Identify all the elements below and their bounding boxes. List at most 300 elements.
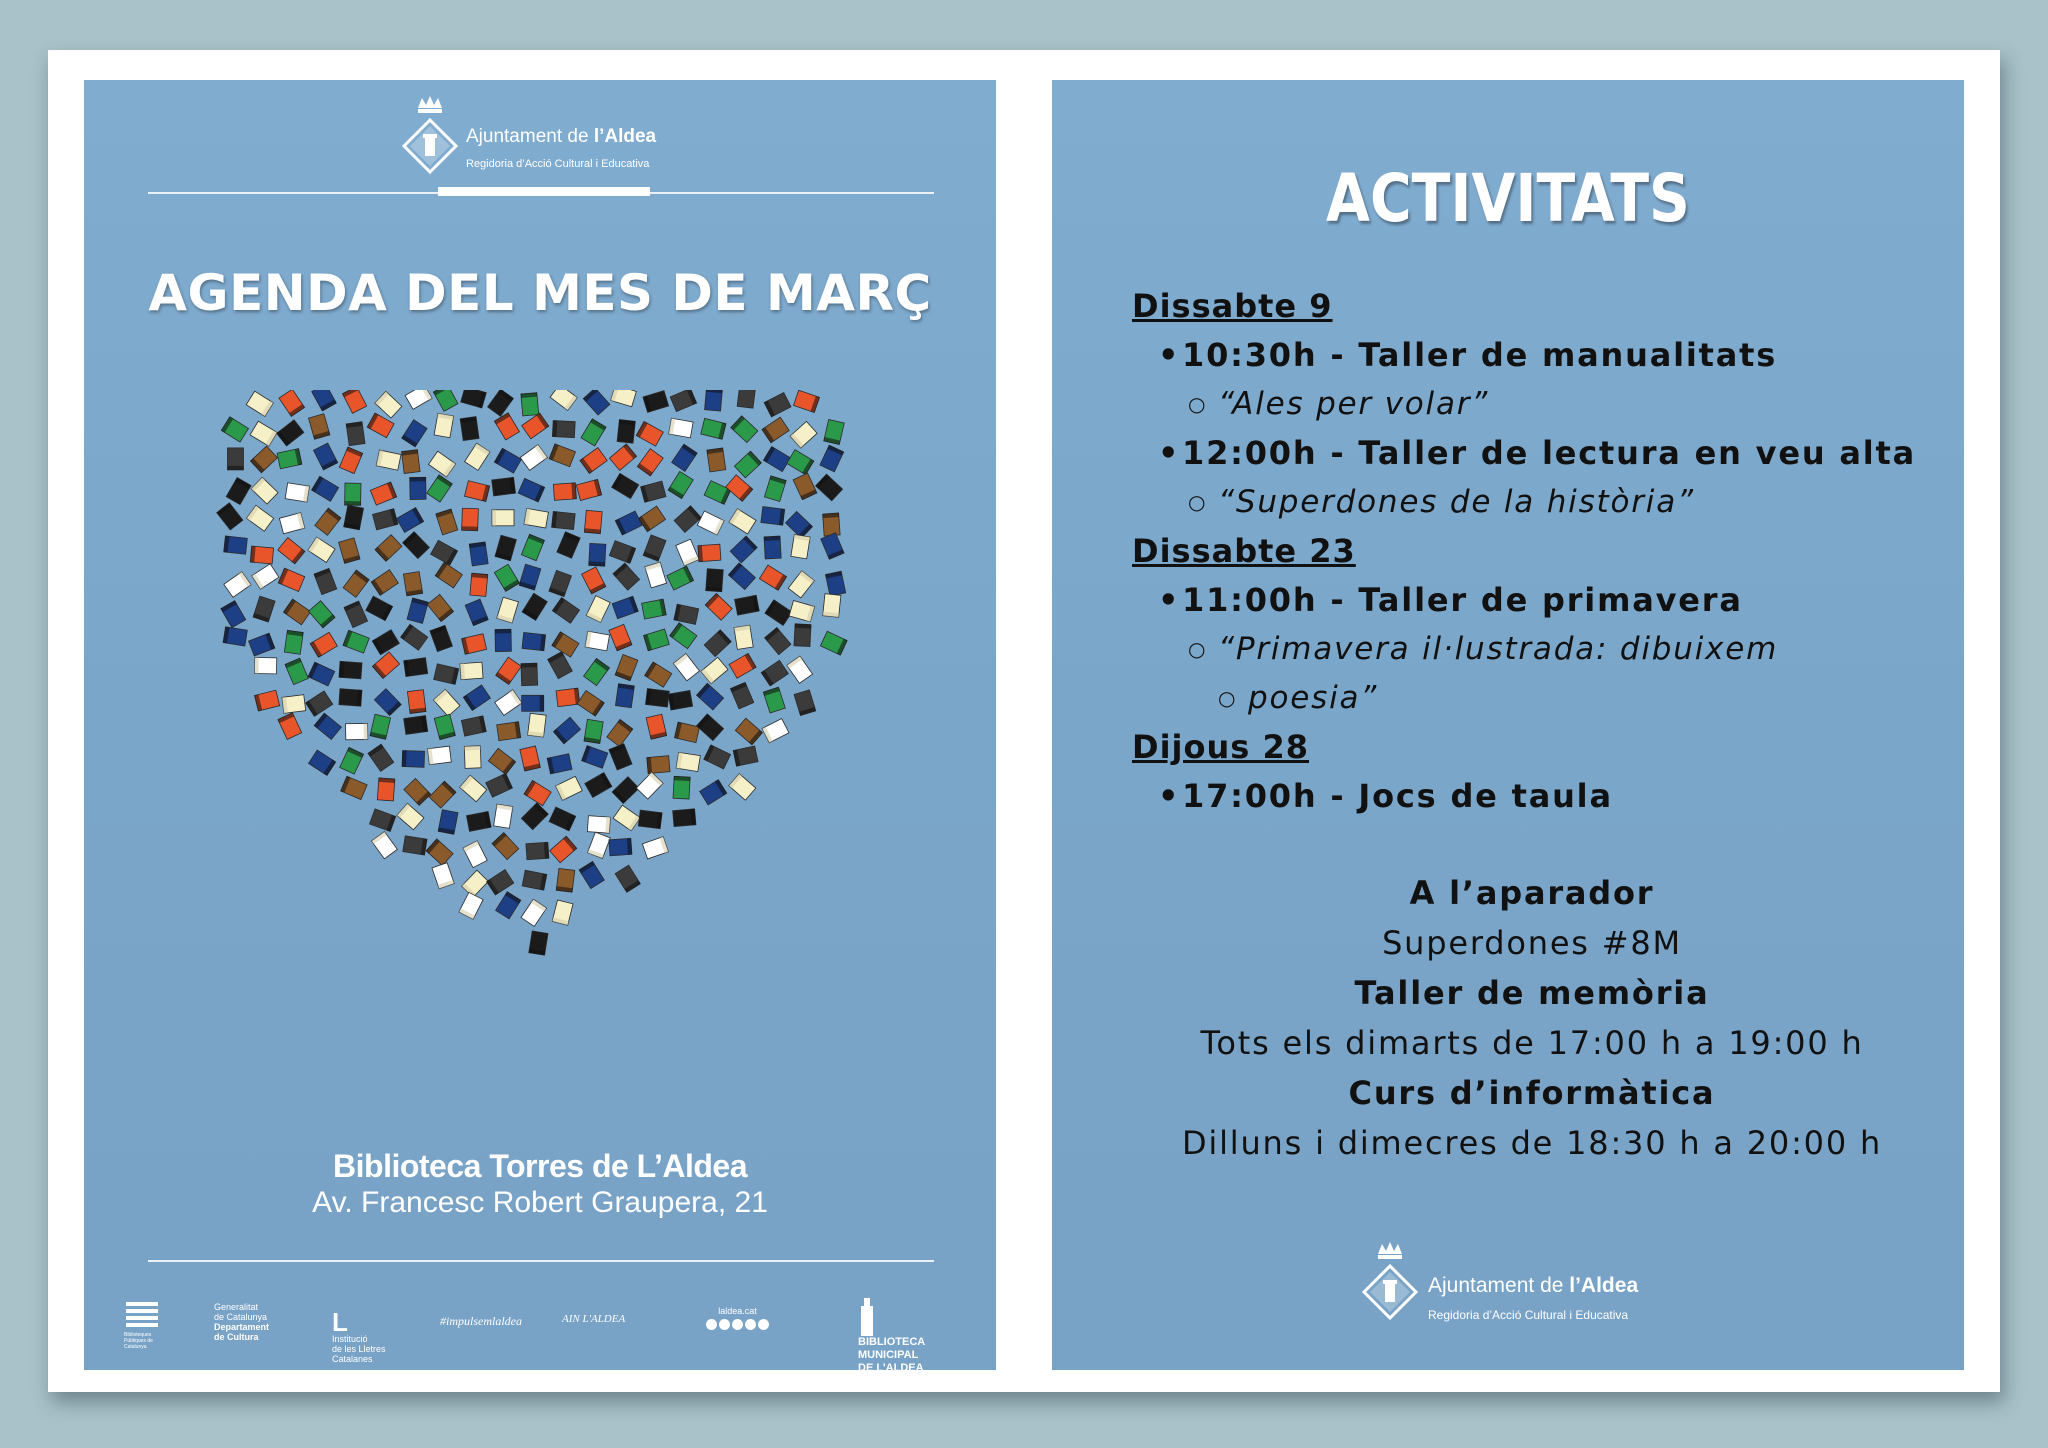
book-icon [705,593,732,620]
book-icon [339,538,360,564]
book-icon [285,658,308,685]
book-icon [308,414,329,440]
day-heading: Dissabte 23 [1132,532,1356,570]
book-icon [226,478,251,505]
book-icon [762,417,789,443]
book-icon [676,752,700,771]
book-icon [464,481,489,502]
book-icon [407,598,428,623]
facebook-icon [706,1319,717,1330]
book-icon [283,599,310,625]
book-icon [341,776,368,799]
book-icon [557,532,580,559]
book-heart-illustration [164,390,904,1120]
book-icon [764,393,791,417]
book-icon [707,448,726,472]
book-icon [428,746,452,765]
book-icon [794,624,811,647]
book-icon [460,775,487,802]
book-icon [730,536,757,563]
book-icon [462,508,479,531]
book-icon [312,390,337,411]
book-icon [735,718,762,745]
book-icon [761,507,785,526]
book-icon [492,833,519,860]
book-icon [733,746,758,766]
book-icon [308,537,335,562]
book-icon [427,594,453,621]
book-icon [524,508,548,528]
book-icon [223,627,247,646]
book-icon [308,662,335,686]
book-icon [434,413,454,437]
book-icon [823,594,841,618]
book-icon [549,807,576,831]
book-icon [278,538,305,564]
day-heading: Dijous 28 [1132,728,1309,766]
book-icon [642,837,668,859]
book-icon [763,687,785,713]
book-icon [497,722,521,741]
book-icon [697,683,724,710]
book-icon [463,685,490,711]
book-icon [459,892,483,919]
book-icon [552,511,576,529]
book-icon [764,476,786,502]
book-icon [339,447,362,474]
book-icon [580,448,607,474]
event-item: • 10:30h - Taller de manualitats [1132,331,1932,380]
book-icon [373,509,398,530]
book-icon [522,632,546,650]
book-icon [673,776,690,799]
book-icon [522,593,547,620]
book-icon [788,571,814,598]
book-icon [615,654,638,680]
book-icon [763,447,790,472]
book-icon [401,624,428,650]
book-icon [494,564,519,591]
book-icon [673,809,696,827]
sponsor-ain-aldea: AIN L'ALDEA [562,1313,626,1325]
book-icon [488,748,515,774]
book-icon [224,572,251,598]
book-icon [549,444,575,467]
book-icon [647,756,670,774]
activities-panel [1052,80,1964,1370]
book-icon [426,839,453,866]
book-icon [246,391,273,416]
book-icon [615,684,634,708]
book-icon [730,682,753,709]
header-divider-accent [438,187,650,196]
book-icon [279,513,304,534]
book-icon [673,654,699,681]
book-icon [434,714,455,739]
book-icon [404,658,428,677]
book-icon [617,420,635,444]
book-icon [253,596,275,622]
event-subtitle-continued: ○ poesia” [1132,674,1932,723]
book-icon [345,483,361,505]
book-icon [701,657,728,683]
book-icon [585,631,609,651]
book-icon [309,750,336,775]
memoria-label: Taller de memòria [1354,974,1710,1012]
book-icon [787,450,814,475]
book-icon [433,390,458,411]
book-icon [820,631,847,655]
book-icon [496,892,521,919]
book-icon [670,623,697,649]
book-icon [553,483,576,500]
event-subtitle: ○ “Superdones de la història” [1132,478,1932,527]
book-icon [638,506,665,532]
book-icon [697,511,724,535]
book-icon [674,506,701,533]
book-icon [403,532,430,559]
book-icon [589,543,606,566]
youtube-icon [745,1319,756,1330]
book-icon [704,745,731,769]
book-icon [522,695,544,711]
footer-divider [148,1260,934,1262]
book-icon [370,482,396,505]
book-icon [497,597,519,623]
book-icon [434,664,459,685]
informatica-label: Curs d’informàtica [1348,1074,1716,1112]
book-icon [612,777,639,804]
book-icon [249,633,275,656]
book-icon [464,746,481,769]
book-icon [438,810,458,835]
book-icon [645,562,667,588]
book-icon [430,625,453,651]
book-icon [309,601,336,628]
org-subtitle: Regidoria d’Acció Cultural i Educativa [466,158,650,170]
book-icon [556,776,583,800]
book-icon [431,540,458,565]
book-icon [704,481,731,505]
book-icon [612,473,639,498]
town-crest-icon [400,94,460,184]
book-icon [669,418,693,438]
book-icon [552,421,575,438]
book-icon [674,604,699,624]
book-icon [786,511,813,538]
book-icon [371,832,397,859]
book-icon [674,722,699,743]
book-icon [277,449,302,469]
book-icon [494,448,521,473]
book-icon [436,509,458,535]
book-icon [314,713,341,739]
book-icon [344,601,368,628]
book-icon [547,754,572,774]
book-icon [285,483,309,502]
book-icon [705,390,723,411]
book-icon [432,863,454,889]
book-icon [638,810,662,829]
book-icon [376,450,401,470]
book-icon [579,861,604,888]
book-icon [764,536,781,559]
aparador-value: Superdones #8M [1382,924,1682,962]
book-icon [529,931,548,955]
book-icon [250,421,277,446]
recurring-activities [1052,868,2012,1168]
book-icon [765,600,792,626]
book-icon [494,413,519,440]
book-icon [522,870,547,890]
book-icon [521,663,538,686]
book-icon [587,832,610,858]
book-icon [586,596,610,623]
book-icon [582,567,606,594]
book-icon [668,690,692,710]
book-icon [734,625,753,649]
book-icon [518,478,545,502]
book-icon [403,572,422,596]
book-icon [642,599,667,619]
book-icon [584,719,603,743]
book-icon [823,513,840,536]
book-icon [645,662,672,687]
book-icon [410,477,426,499]
book-icon [672,444,698,471]
book-icon [587,816,610,833]
book-icon [462,634,487,655]
sponsor-bibliotequesllogo: Biblioteques Públiques de Catalunya [124,1300,164,1350]
book-icon [339,661,362,678]
book-icon [404,778,431,805]
book-icon [279,390,305,416]
book-icon [646,689,670,708]
book-icon [461,716,486,736]
day-heading: Dissabte 9 [1132,287,1333,325]
book-icon [735,595,760,615]
town-crest-icon [1360,1240,1420,1330]
book-icon [465,599,488,625]
library-name: Biblioteca Torres de L’Aldea [333,1148,747,1184]
memoria-value: Tots els dimarts de 17:00 h a 19:00 h [1200,1024,1864,1062]
book-icon [312,476,339,501]
book-icon [402,450,421,474]
book-icon [284,630,303,654]
book-icon [372,652,399,679]
org-name: Ajuntament de l’Aldea [466,126,657,147]
book-icon [370,714,391,739]
book-icon [372,630,399,655]
book-icon [403,836,427,855]
book-icon [582,746,608,769]
book-icon [221,601,246,628]
book-icon [520,746,541,771]
aparador-label: A l’aparador [1409,874,1655,912]
book-icon [698,544,721,561]
book-icon [700,780,727,805]
book-icon [726,475,753,502]
book-icon [552,900,573,925]
book-icon [429,451,456,477]
book-icon [377,778,394,801]
book-icon [794,690,816,716]
book-icon [250,546,273,564]
book-icon [552,632,579,657]
book-icon [469,542,488,566]
agenda-list [1132,282,1932,821]
book-icon [821,533,844,560]
book-icon [581,419,606,446]
book-icon [494,804,513,828]
book-icon [609,624,632,650]
book-icon [466,811,491,831]
book-icon [613,563,640,590]
event-item: • 17:00h - Jocs de taula [1132,772,1932,821]
book-icon [315,508,341,535]
book-icon [402,420,427,447]
poster-title: AGENDA DEL MES DE MARÇ [148,264,932,322]
event-item: • 11:00h - Taller de primavera [1132,576,1932,625]
book-icon [765,628,791,655]
book-icon [521,803,548,830]
footer-org-subtitle: Regidoria d’Acció Cultural i Educativa [1428,1308,1629,1322]
book-icon [584,658,610,685]
book-icon [577,691,604,717]
book-icon [370,809,396,832]
book-icon [282,695,306,714]
book-icon [228,448,244,470]
book-icon [368,744,394,771]
book-icon [429,781,456,808]
book-icon [343,570,369,597]
book-icon [734,451,761,478]
book-icon [405,390,432,409]
book-icon [731,416,758,443]
sponsor-generalitat: Generalitat de Catalunya Departament de Cultura [214,1302,270,1342]
book-icon [825,571,845,596]
book-icon [495,535,516,561]
book-icon [344,505,364,530]
flyer-sheet [48,50,2000,1392]
activities-title: ACTIVITATS [1326,160,1690,237]
book-icon [609,444,636,470]
book-icon [552,598,579,624]
book-icon [343,630,369,653]
book-icon [407,690,426,714]
book-icon [495,690,522,716]
book-icon [492,510,514,526]
stacked-books-icon [124,1300,160,1330]
sponsor-institucio-lletres: L Institució de les Lletres Catalanes [332,1307,386,1364]
book-icon [609,541,635,564]
book-icon [519,564,541,590]
sponsor-hashtag: #impulsemlaldea [440,1314,522,1328]
book-icon [427,475,453,502]
book-icon [615,511,642,535]
instagram-icon [732,1319,743,1330]
book-icon [824,419,845,444]
book-icon [550,836,577,863]
book-icon [576,479,601,500]
book-icon [668,471,693,498]
informatica-value: Dilluns i dimecres de 18:30 h a 20:00 h [1181,1124,1883,1162]
book-icon [556,868,575,892]
book-icon [278,713,302,740]
book-icon [609,744,632,770]
book-icon [641,481,666,502]
book-icon [461,390,487,408]
book-icon [556,688,580,707]
tower-icon [858,1296,876,1336]
sponsor-logos [84,1300,996,1374]
book-icon [435,562,462,588]
book-icon [462,870,489,897]
book-icon [701,418,726,439]
book-icon [549,570,572,596]
book-icon [254,658,276,674]
book-icon [404,716,428,735]
book-icon [375,535,402,562]
book-icon [706,569,723,592]
book-icon [583,390,610,415]
book-icon [636,772,663,799]
book-icon [697,714,724,741]
book-icon [553,717,580,744]
book-icon [737,390,756,408]
book-icon [465,443,490,470]
book-icon [585,773,612,798]
book-icon [306,691,333,716]
book-icon [615,865,640,892]
book-icon [526,842,549,859]
book-icon [397,508,424,533]
book-icon [704,630,731,657]
book-icon [313,443,337,470]
book-icon [522,413,549,439]
book-icon [402,751,425,768]
book-icon [492,477,516,496]
book-icon [433,689,460,716]
web-icon [758,1319,769,1330]
book-icon [487,870,514,895]
book-icon [521,534,544,560]
book-icon [793,390,819,412]
book-icon [584,510,602,533]
book-icon [346,422,365,446]
book-icon [607,719,633,746]
book-icon [637,449,663,476]
book-icon [789,600,815,621]
book-icon [251,477,278,504]
book-icon [611,390,637,407]
book-icon [787,656,813,683]
book-icon [254,690,279,711]
book-icon [676,539,699,566]
book-icon [460,662,483,679]
social-icons [706,1319,769,1332]
book-icon [759,565,786,590]
book-icon [397,803,424,830]
book-icon [612,596,638,619]
book-icon [550,390,577,410]
book-icon [252,564,279,589]
book-icon [520,445,547,471]
book-icon [613,805,640,831]
book-icon [463,841,487,868]
book-icon [496,657,522,684]
book-icon [371,570,398,596]
